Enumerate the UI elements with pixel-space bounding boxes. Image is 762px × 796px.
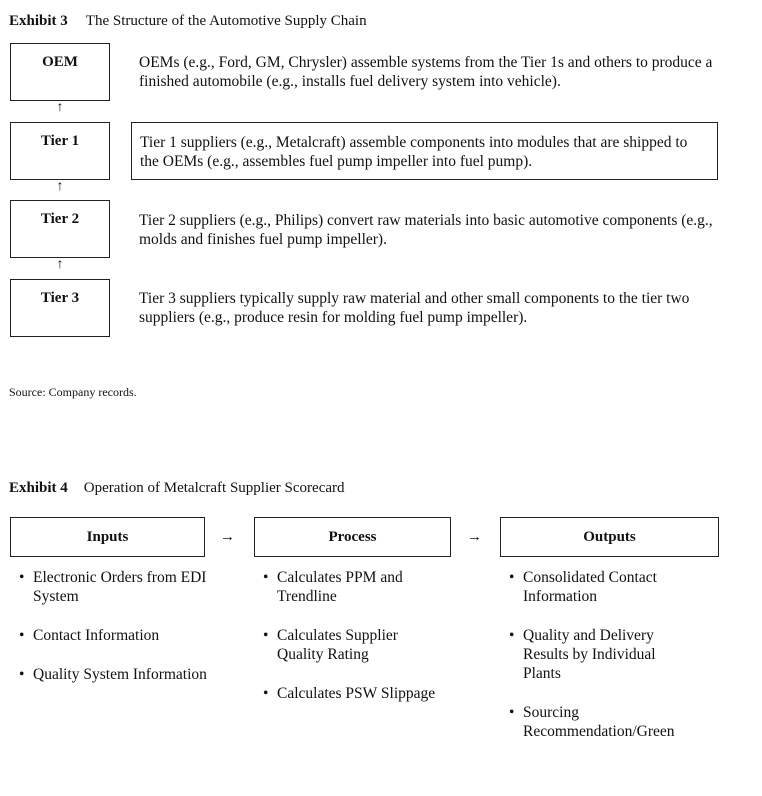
column-header: Outputs [583,528,636,545]
list-item: • Calculates Supplier Quality Rating [263,626,438,664]
exhibit3-title: The Structure of the Automotive Supply Chain [85,13,367,29]
source-note: Source: Company records. [9,385,137,399]
up-arrow: ↑ [56,100,64,115]
tier-label: Tier 3 [40,290,80,306]
right-arrow: → [467,529,482,545]
inputs-header-box [10,517,205,557]
tier-description-tier3: Tier 3 suppliers typically supply raw material and other small components to the tier two suppliers (e.g., produce resin for molding fuel pump impeller). [139,290,690,326]
list-item: • Contact Information [19,626,209,645]
list-item: • Quality and Delivery Results by Individual Plants [509,626,688,683]
up-arrow: ↑ [56,179,64,194]
column-header: Inputs [86,528,129,545]
tier-description-oem: OEMs (e.g., Ford, GM, Chrysler) assemble systems from the Tier 1s and others to produce a finished automobile (e.g., installs fuel delivery system into vehicle). [139,54,713,90]
list-item: • Calculates PPM and Trendline [263,568,438,606]
process-list [263,568,438,723]
exhibit3-label: Exhibit 3 [9,13,68,29]
tier-description-tier2: Tier 2 suppliers (e.g., Philips) convert raw materials into basic automotive components (e.g., molds and finishes fuel pump impeller). [139,212,713,248]
list-item: • Calculates PSW Slippage [263,684,438,703]
list-item: • Sourcing Recommendation/Green [509,703,709,741]
tier-box-tier3 [10,279,110,337]
outputs-list [509,568,709,761]
exhibit4-title: Operation of Metalcraft Supplier Scorecard [83,480,345,496]
column-header: Process [328,528,377,545]
inputs-list [19,568,209,704]
up-arrow: ↑ [56,257,64,272]
tier-label: Tier 2 [40,211,80,227]
tier-box-tier2 [10,200,110,258]
exhibit4-label: Exhibit 4 [9,480,68,496]
exhibit3-heading [9,13,367,30]
process-header-box [254,517,451,557]
exhibit4-heading [9,480,345,497]
tier-description-tier1: Tier 1 suppliers (e.g., Metalcraft) assemble components into modules that are shipped to the OEMs (e.g., assembles fuel pump impeller into fuel pump). [131,122,718,180]
right-arrow: → [220,529,235,545]
list-item: • Consolidated Contact Information [509,568,709,606]
list-item: • Electronic Orders from EDI System [19,568,209,606]
outputs-header-box [500,517,719,557]
list-item: • Quality System Information [19,665,209,684]
tier-box-tier1 [10,122,110,180]
tier-label: OEM [42,54,78,70]
tier-label: Tier 1 [40,133,80,149]
tier-box-oem [10,43,110,101]
